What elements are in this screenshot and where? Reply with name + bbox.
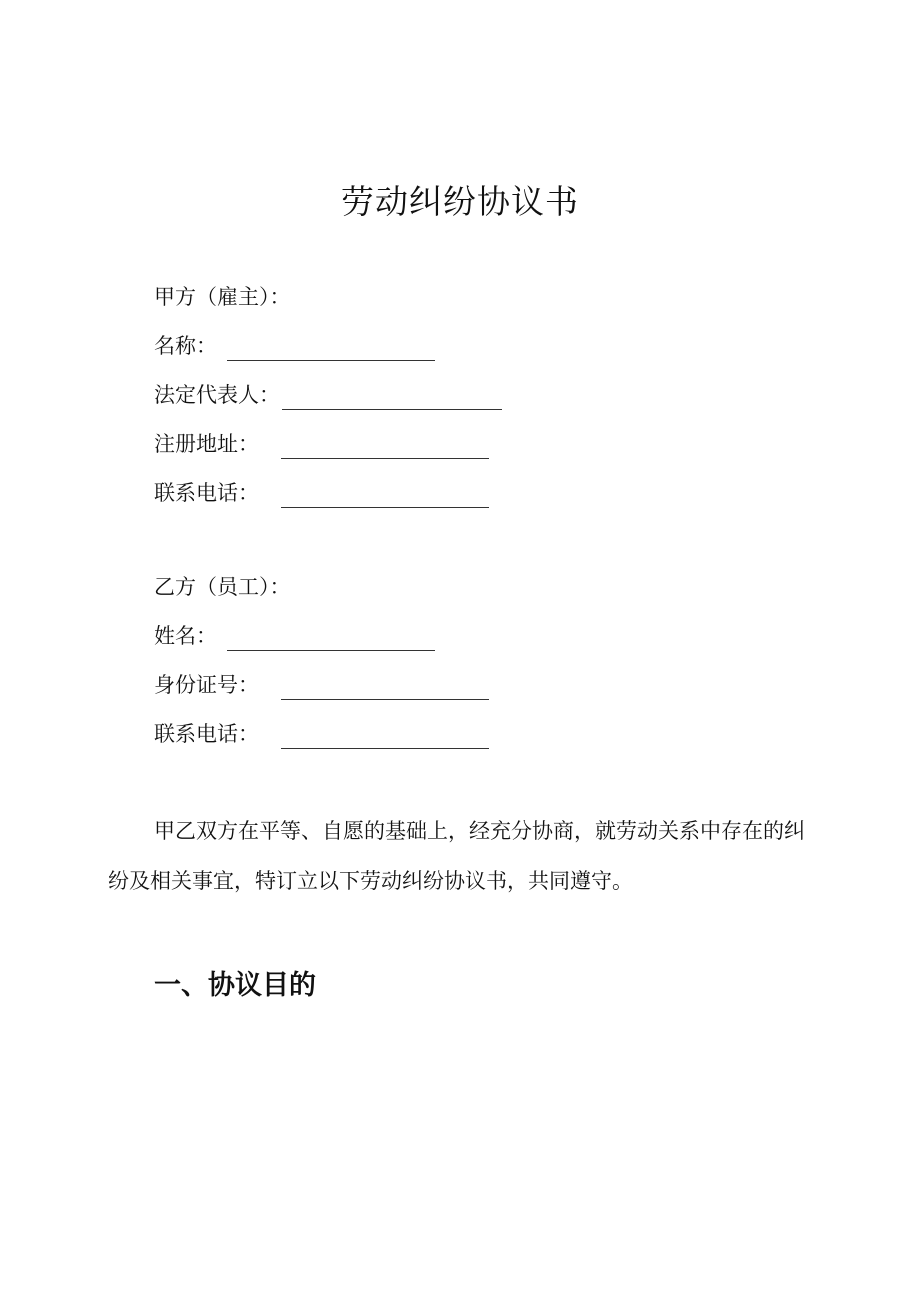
party-b-id-label: 身份证号： <box>154 673 259 697</box>
party-a-phone-label: 联系电话： <box>154 481 259 505</box>
party-a-rep-row <box>154 380 502 410</box>
party-a-name-blank[interactable] <box>227 338 435 361</box>
document-title: 劳动纠纷协议书 <box>341 182 579 221</box>
party-a-address-blank[interactable] <box>281 436 489 459</box>
party-b-heading <box>154 572 291 602</box>
preamble-paragraph: 甲乙双方在平等、自愿的基础上，经充分协商，就劳动关系中存在的纠纷及相关事宜，特订立以下劳动纠纷协议书，共同遵守。 <box>108 819 805 893</box>
section-heading-1: 一、协议目的 <box>154 970 316 1001</box>
party-a-name-label: 名称： <box>154 334 217 358</box>
party-a-phone-row <box>154 478 489 508</box>
party-a-address-row <box>154 429 489 459</box>
party-a-rep-label: 法定代表人： <box>154 383 280 407</box>
party-a-name-row <box>154 331 435 361</box>
party-b-phone-label: 联系电话： <box>154 722 259 746</box>
party-a-address-label: 注册地址： <box>154 432 259 456</box>
party-b-heading-text: 乙方（员工）： <box>154 575 291 599</box>
party-b-id-blank[interactable] <box>281 677 489 700</box>
party-b-id-row <box>154 670 489 700</box>
party-a-rep-blank[interactable] <box>282 387 502 410</box>
party-b-phone-row <box>154 719 489 749</box>
party-a-heading <box>154 282 291 312</box>
party-a-heading-text: 甲方（雇主）： <box>154 285 291 309</box>
party-b-name-blank[interactable] <box>227 628 435 651</box>
party-b-name-row <box>154 621 435 651</box>
party-b-phone-blank[interactable] <box>281 726 489 749</box>
party-a-phone-blank[interactable] <box>281 485 489 508</box>
party-b-name-label: 姓名： <box>154 624 217 648</box>
